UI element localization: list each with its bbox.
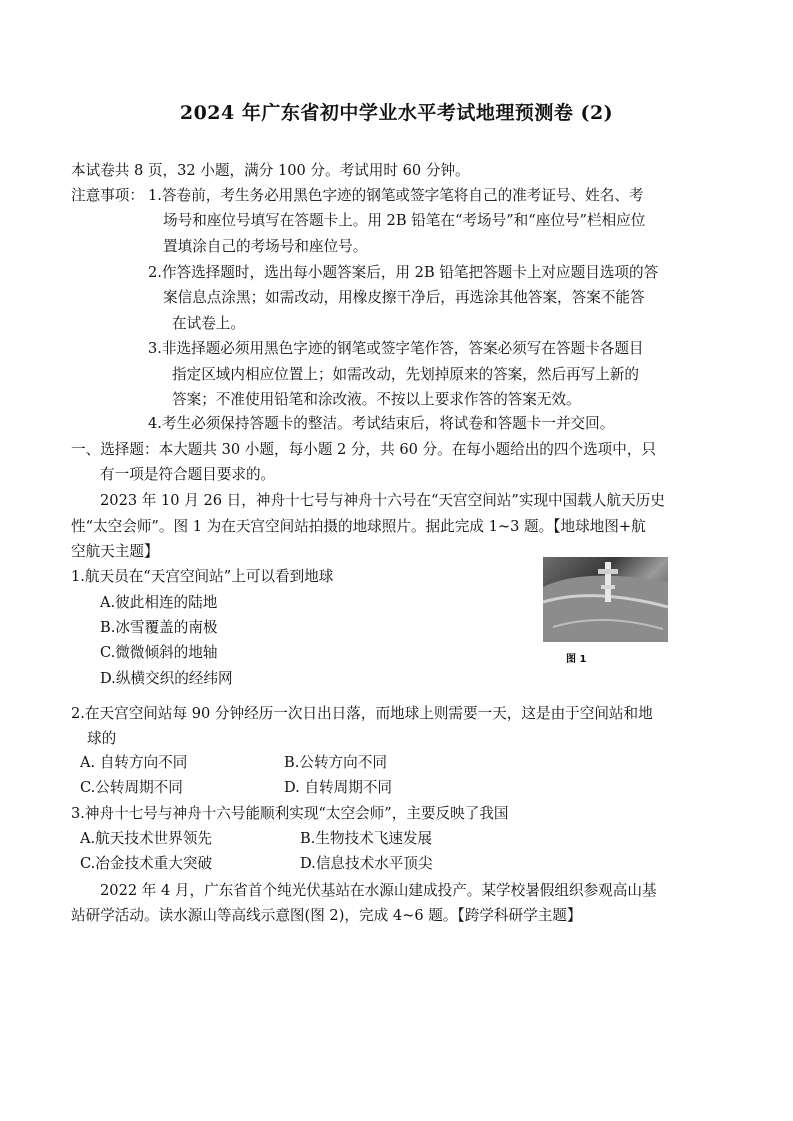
- section-1-heading-line-2: 有一项是符合题目要求的。: [100, 466, 276, 483]
- note-3-line-3: 答案；不准使用铅笔和涂改液。不按以上要求作答的答案无效。: [172, 391, 581, 408]
- question-1-option-d: D.纵横交织的经纬网: [100, 670, 233, 687]
- note-1-line-2: 场号和座位号填写在答题卡上。用 2B 铅笔在“考场号”和“座位号”栏相应位: [163, 212, 646, 229]
- question-2-stem-line-2: 球的: [87, 730, 117, 747]
- question-1-stem: 1.航天员在“天宫空间站”上可以看到地球: [71, 568, 334, 585]
- question-1-option-c: C.微微倾斜的地轴: [100, 644, 218, 661]
- question-3-option-b: B.生物技术飞速发展: [300, 830, 433, 847]
- question-1-option-b: B.冰雪覆盖的南极: [100, 619, 218, 636]
- question-2-option-d: D. 自转周期不同: [284, 779, 393, 796]
- passage-1-line-1: 2023 年 10 月 26 日，神舟十七号与神舟十六号在“天宫空间站”实现中国载人航天历史: [100, 492, 665, 509]
- notes-label: 注意事项：: [71, 187, 144, 204]
- question-2-option-c: C.公转周期不同: [80, 779, 183, 796]
- question-3-option-a: A.航天技术世界领先: [80, 830, 212, 847]
- passage-1-line-3: 空航天主题】: [71, 543, 159, 560]
- exam-title: 2024 年广东省初中学业水平考试地理预测卷 (2): [179, 102, 614, 124]
- note-1-line-3: 置填涂自己的考场号和座位号。: [163, 238, 368, 255]
- section-1-heading-line-1: 一、选择题：本大题共 30 小题，每小题 2 分，共 60 分。在每小题给出的四个选项中，只: [71, 441, 657, 458]
- earth-photo: [543, 557, 668, 642]
- note-1-line-1: 1.答卷前，考生务必用黑色字迹的钢笔或签字笔将自己的准考证号、姓名、考: [148, 187, 644, 204]
- question-2-stem-line-1: 2.在天宫空间站每 90 分钟经历一次日出日落，而地球上则需要一天，这是由于空间站和地: [71, 705, 653, 722]
- question-2-option-a: A. 自转方向不同: [80, 754, 188, 771]
- passage-2-line-1: 2022 年 4 月，广东省首个纯光伏基站在水源山建成投产。某学校暑假组织参观高山基: [100, 882, 657, 899]
- question-1-option-a: A.彼此相连的陆地: [100, 594, 218, 611]
- note-2-line-3: 在试卷上。: [172, 315, 245, 332]
- question-3-option-d: D.信息技术水平顶尖: [300, 855, 433, 872]
- figure-1-caption: 图 1: [566, 654, 587, 665]
- note-3-line-1: 3.非选择题必须用黑色字迹的钢笔或签字笔作答，答案必须写在答题卡各题目: [148, 340, 644, 357]
- intro-line: 本试卷共 8 页，32 小题，满分 100 分。考试用时 60 分钟。: [71, 162, 470, 179]
- note-2-line-2: 案信息点涂黑；如需改动，用橡皮擦干净后，再选涂其他答案，答案不能答: [163, 289, 645, 306]
- question-2-option-b: B.公转方向不同: [284, 754, 387, 771]
- question-3-option-c: C.冶金技术重大突破: [80, 855, 213, 872]
- note-2-line-1: 2.作答选择题时，选出每小题答案后，用 2B 铅笔把答题卡上对应题目选项的答: [148, 264, 659, 281]
- note-3-line-2: 指定区域内相应位置上；如需改动，先划掉原来的答案，然后再写上新的: [172, 366, 640, 383]
- question-3-stem: 3.神舟十七号与神舟十六号能顺利实现“太空会师”，主要反映了我国: [71, 805, 509, 822]
- passage-2-line-2: 站研学活动。读水源山等高线示意图(图 2)，完成 4~6 题。【跨学科研学主题】: [71, 907, 582, 924]
- passage-1-line-2: 性“太空会师”。图 1 为在天宫空间站拍摄的地球照片。据此完成 1~3 题。【地球地图+航: [71, 518, 646, 535]
- note-4-line-1: 4.考生必须保持答题卡的整洁。考试结束后，将试卷和答题卡一并交回。: [148, 415, 615, 432]
